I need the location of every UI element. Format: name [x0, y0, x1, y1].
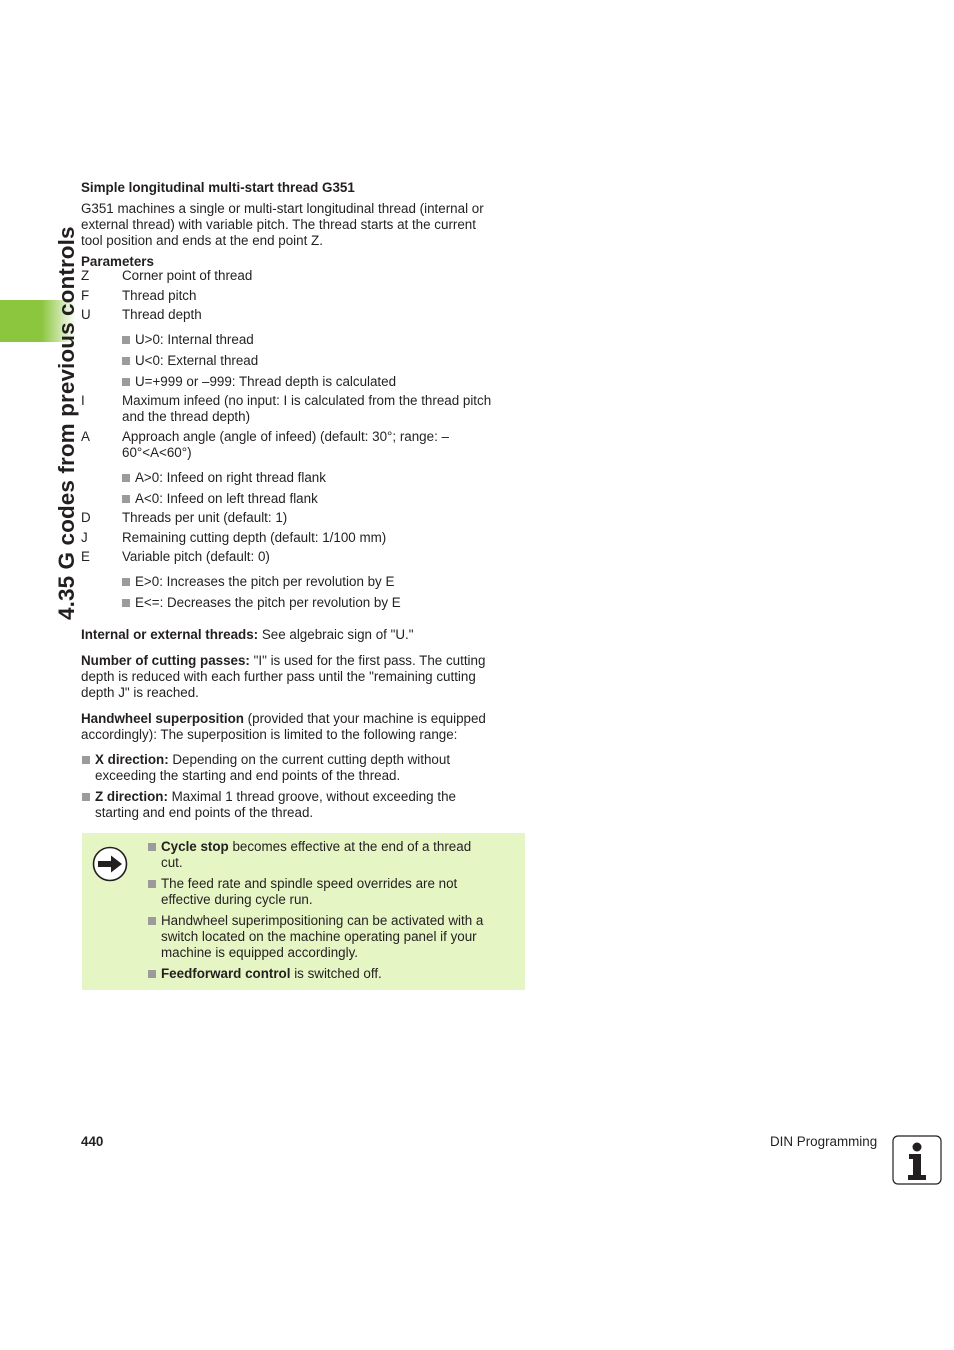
param-desc: 60°<A<60°) — [122, 445, 192, 460]
bullet-square-icon — [148, 880, 156, 888]
param-desc: Thread pitch — [122, 288, 197, 303]
u-option: U=+999 or –999: Thread depth is calculated — [122, 374, 522, 390]
bullet-square-icon — [148, 917, 156, 925]
param-desc: Threads per unit (default: 1) — [122, 510, 288, 525]
bullet-square-icon — [122, 578, 130, 586]
param-desc: Variable pitch (default: 0) — [122, 549, 270, 564]
param-key: D — [81, 510, 91, 525]
param-key: U — [81, 307, 91, 322]
param-key: I — [81, 393, 85, 408]
bullet-square-icon — [148, 843, 156, 851]
param-desc: Remaining cutting depth (default: 1/100 mm) — [122, 530, 387, 545]
bullet-square-icon — [122, 357, 130, 365]
bullet-square-icon — [148, 970, 156, 978]
z-direction-line: starting and end points of the thread. — [95, 805, 314, 820]
x-direction-item: X direction: Depending on the current cutting depth without — [95, 752, 451, 767]
cutting-passes-line: depth is reduced with each further pass until the "remaining cutting — [81, 669, 476, 684]
bullet-square-icon — [122, 378, 130, 386]
param-row-a — [81, 429, 526, 461]
handwheel-line: accordingly): The superposition is limited to the following range: — [81, 727, 458, 742]
bullet-square-icon — [122, 599, 130, 607]
param-desc: Approach angle (angle of infeed) (default: 30°; range: – — [122, 429, 449, 444]
info-icon[interactable] — [892, 1135, 942, 1185]
a-option: A>0: Infeed on right thread flank — [122, 470, 522, 486]
a-option: A<0: Infeed on left thread flank — [122, 491, 522, 507]
internal-external-paragraph: Internal or external threads: See algebraic sign of "U." — [81, 627, 414, 642]
x-direction-line: exceeding the starting and end points of the thread. — [95, 768, 401, 783]
note-item: Cycle stop becomes effective at the end of a thread cut. — [148, 839, 518, 873]
param-desc: Corner point of thread — [122, 268, 253, 283]
param-key: F — [81, 288, 90, 303]
parameters-heading: Parameters — [81, 254, 154, 269]
chapter-footer: DIN Programming — [770, 1134, 878, 1149]
bullet-square-icon — [122, 474, 130, 482]
section-heading: Simple longitudinal multi-start thread G351 — [81, 180, 355, 195]
cutting-passes-line: depth J" is reached. — [81, 685, 199, 700]
bullet-square-icon — [82, 789, 90, 805]
bullet-square-icon — [122, 495, 130, 503]
u-option: U<0: External thread — [122, 353, 522, 369]
note-item: The feed rate and spindle speed overrides are not effective during cycle run. — [148, 876, 518, 910]
note-item: Handwheel superimpositioning can be activated with a switch located on the machine operating panel if your machine is equipped accordingly. — [148, 913, 518, 963]
param-desc: Maximum infeed (no input: I is calculated from the thread pitch — [122, 393, 492, 408]
page-number: 440 — [81, 1134, 104, 1149]
z-direction-item: Z direction: Maximal 1 thread groove, without exceeding the — [95, 789, 456, 804]
chapter-sidebar-title: 4.35 G codes from previous controls — [54, 226, 79, 620]
param-desc: and the thread depth) — [122, 409, 251, 424]
bullet-square-icon — [122, 336, 130, 344]
note-item: Feedforward control is switched off. — [148, 966, 518, 984]
e-option: E<=: Decreases the pitch per revolution by E — [122, 595, 522, 611]
param-row-i — [81, 393, 526, 425]
intro-line: tool position and ends at the end point Z. — [81, 233, 323, 248]
cutting-passes-paragraph: Number of cutting passes: "I" is used for the first pass. The cutting — [81, 653, 486, 668]
arrow-right-icon — [92, 846, 128, 882]
param-key: Z — [81, 268, 90, 283]
param-desc: Thread depth — [122, 307, 202, 322]
intro-line: G351 machines a single or multi-start longitudinal thread (internal or — [81, 201, 484, 216]
param-key: E — [81, 549, 90, 564]
e-option: E>0: Increases the pitch per revolution by E — [122, 574, 522, 590]
param-key: J — [81, 530, 88, 545]
param-key: A — [81, 429, 90, 444]
handwheel-paragraph: Handwheel superposition (provided that your machine is equipped — [81, 711, 486, 726]
u-option: U>0: Internal thread — [122, 332, 522, 348]
bullet-square-icon — [82, 752, 90, 768]
intro-line: external thread) with variable pitch. The thread starts at the current — [81, 217, 476, 232]
